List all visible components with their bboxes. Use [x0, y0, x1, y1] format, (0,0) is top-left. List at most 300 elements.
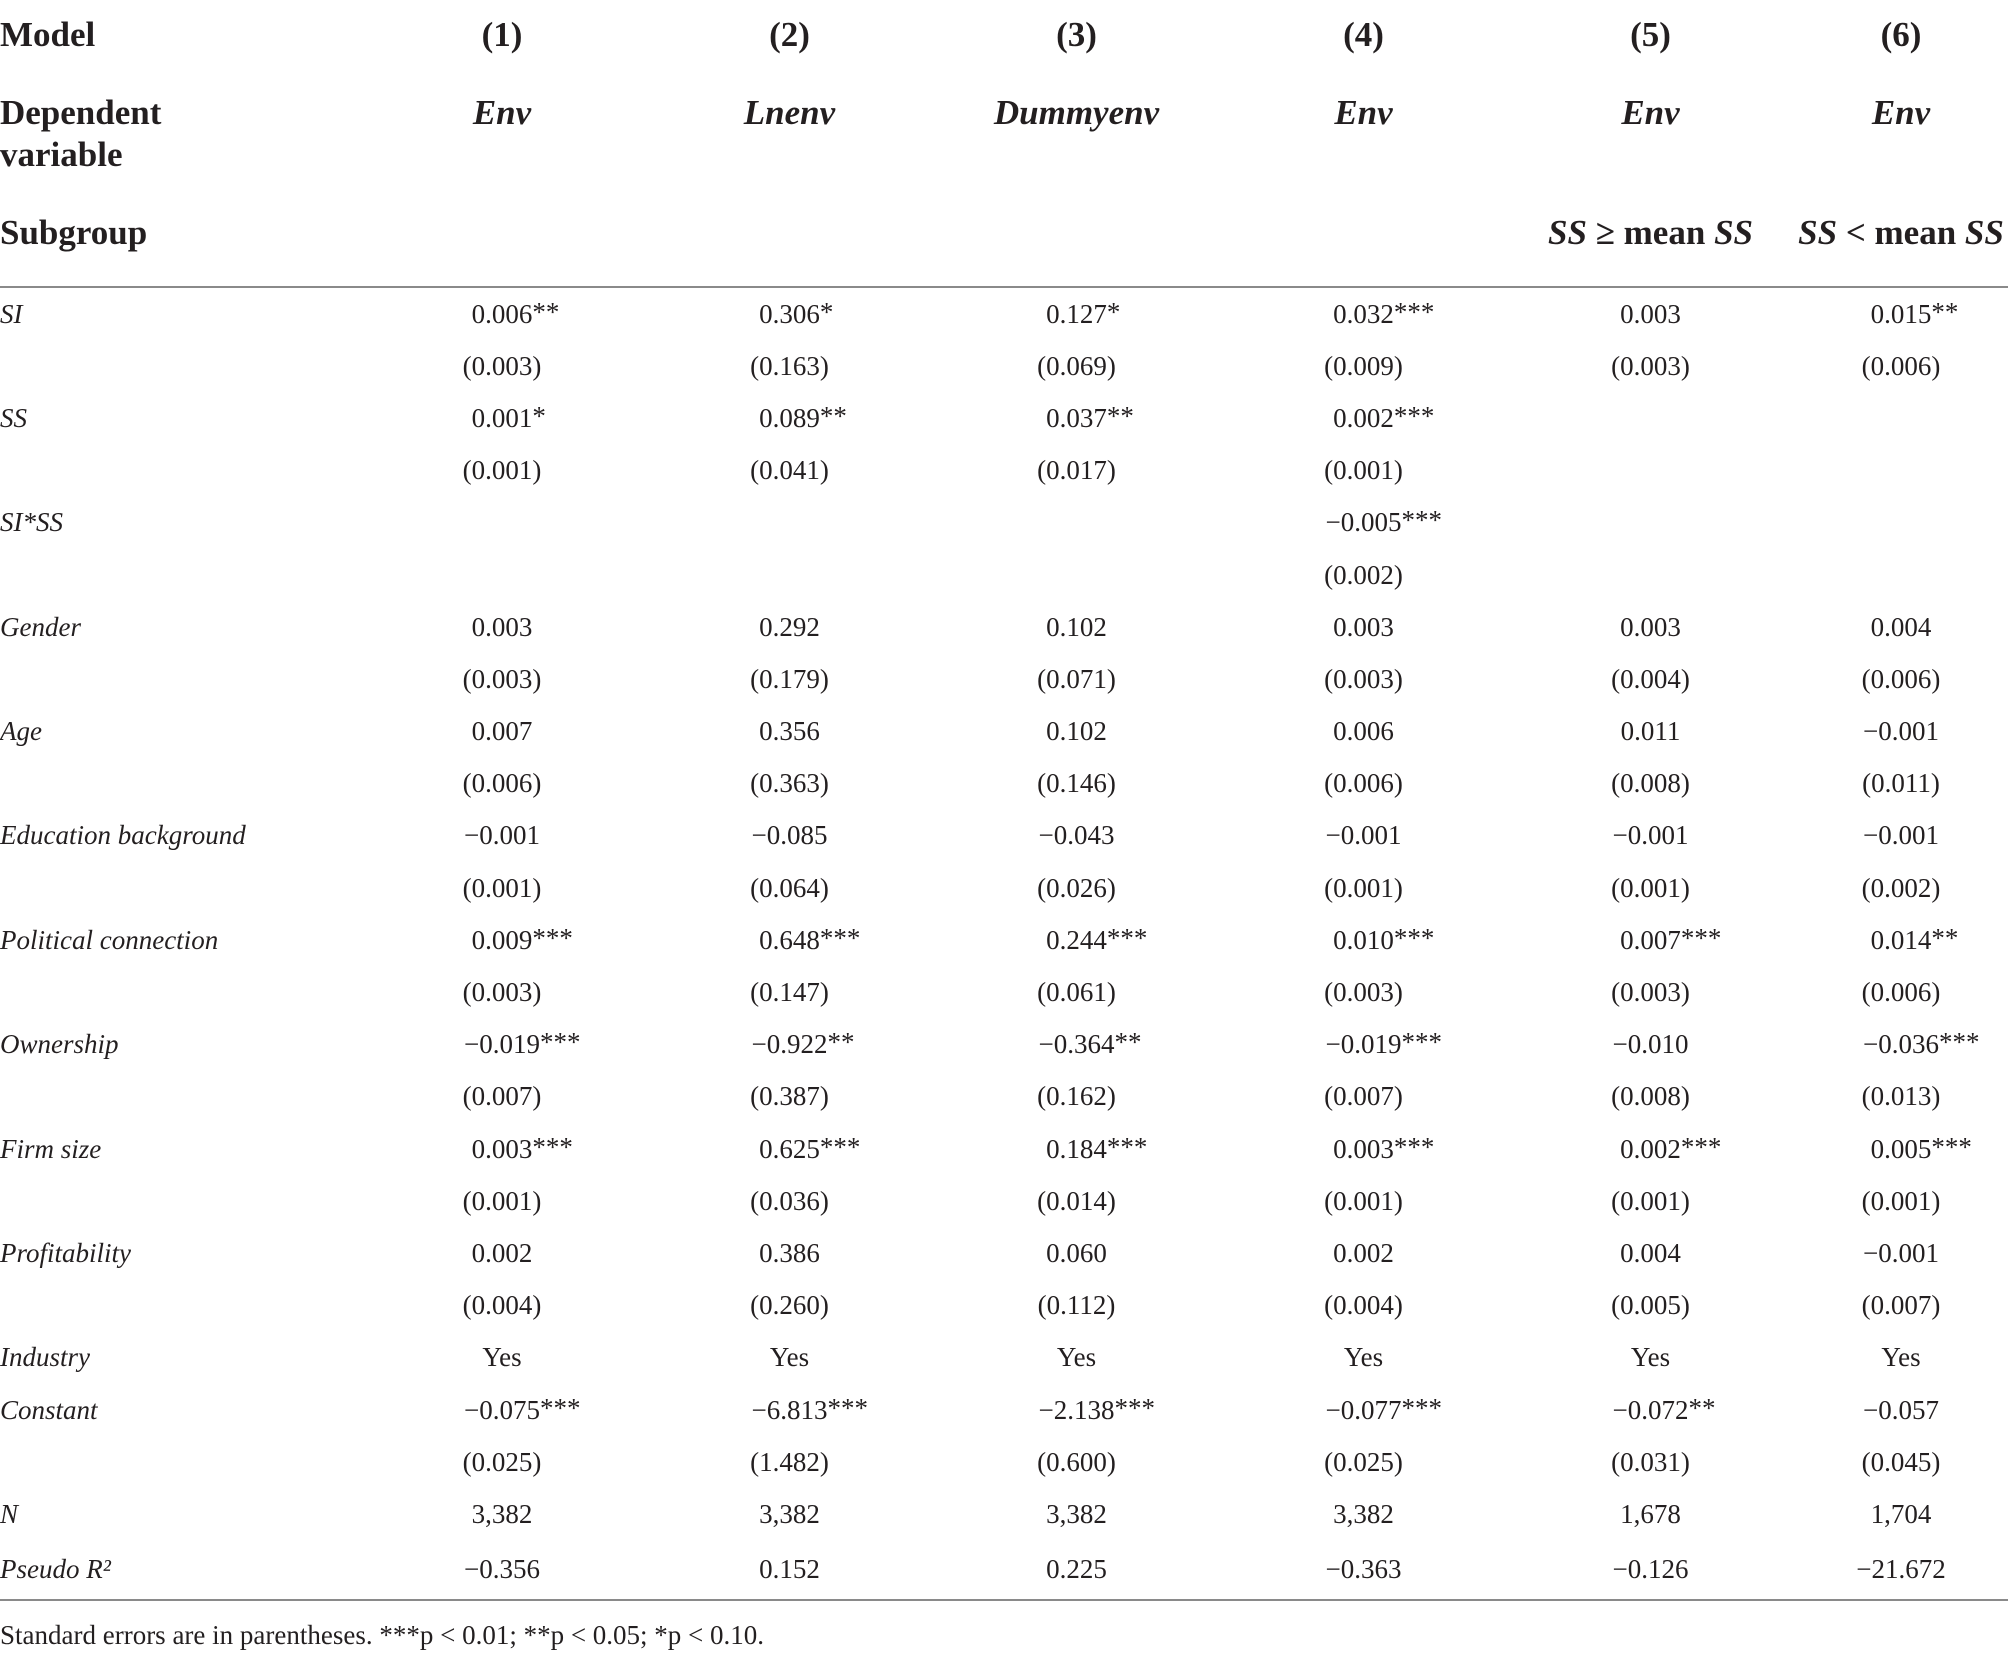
cell-value: [1862, 1186, 1941, 1217]
cell-value: [464, 1027, 581, 1060]
table-cell: [1507, 392, 1794, 444]
cell-value: [463, 1186, 542, 1217]
table-cell: [358, 1227, 646, 1279]
table-cell: [358, 1175, 646, 1227]
cell-value: [1333, 1238, 1394, 1269]
cell-value: [1611, 1447, 1690, 1478]
cell-number: 3,382: [759, 1498, 820, 1529]
cell-value: [1324, 560, 1403, 591]
cell-number: 0.003: [1333, 1133, 1394, 1164]
table-cell: [1507, 1332, 1794, 1384]
table-cell: [646, 1175, 933, 1227]
model-label: Model: [0, 15, 96, 54]
table-row: [0, 1227, 2008, 1279]
cell-value: [1324, 768, 1403, 799]
table-cell: [1794, 445, 2008, 497]
cell-value: [1037, 351, 1116, 382]
cell-value: [759, 296, 834, 330]
dependent-variable: Env: [1871, 93, 1931, 132]
cell-value: [750, 455, 829, 486]
table-cell: [933, 1488, 1220, 1540]
table-cell: [1794, 862, 2008, 914]
table-cell: [646, 862, 933, 914]
table-cell: [933, 758, 1220, 810]
row-label: SI*SS: [0, 507, 63, 538]
cell-value: [482, 1342, 521, 1373]
significance-stars: **: [532, 296, 560, 327]
row-label: [0, 340, 358, 392]
cell-number: 0.002: [471, 1237, 533, 1268]
significance-stars: ***: [819, 922, 861, 953]
cell-number: (1.482): [750, 1446, 829, 1477]
cell-value: [1037, 1081, 1116, 1112]
cell-value: [750, 1447, 829, 1478]
significance-stars: **: [1931, 296, 1959, 327]
cell-value: [1046, 400, 1134, 434]
cell-number: (0.008): [1611, 768, 1690, 799]
cell-number: Yes: [482, 1342, 522, 1373]
cell-number: (0.036): [750, 1185, 829, 1216]
table-cell: [358, 392, 646, 444]
row-label: SI: [0, 298, 23, 329]
table-cell: [358, 914, 646, 966]
table-cell: [358, 1280, 646, 1332]
table-row: [0, 1384, 2008, 1436]
cell-value: [1611, 873, 1690, 904]
cell-value: [1611, 1081, 1690, 1112]
cell-value: [1325, 1027, 1442, 1060]
table-cell: [646, 966, 933, 1018]
table-row: [0, 914, 2008, 966]
cell-number: 0.005: [1870, 1133, 1932, 1164]
table-cell: [646, 1384, 933, 1436]
table-cell: [646, 549, 933, 601]
cell-number: 0.007: [471, 716, 533, 747]
row-label: Gender: [0, 611, 81, 642]
table-cell: [1794, 1071, 2008, 1123]
row-label: [0, 1071, 358, 1123]
table-cell: [1220, 497, 1507, 549]
cell-number: −0.057: [1863, 1394, 1939, 1425]
cell-number: (0.006): [462, 768, 542, 799]
cell-value: [1620, 1131, 1722, 1165]
cell-value: [1862, 977, 1941, 1008]
cell-number: Yes: [1881, 1342, 1921, 1373]
cell-value: [1046, 296, 1121, 330]
table-cell: [646, 1019, 933, 1071]
cell-value: [1863, 1395, 1939, 1426]
cell-number: −0.001: [1325, 820, 1402, 851]
dependent-variable-row: [0, 92, 2008, 212]
table-cell: [1794, 914, 2008, 966]
table-cell: [933, 706, 1220, 758]
cell-value: [1046, 1238, 1107, 1269]
cell-number: 0.102: [1046, 716, 1107, 747]
cell-value: [1862, 664, 1941, 695]
cell-value: [463, 455, 542, 486]
cell-number: 1,704: [1870, 1498, 1932, 1529]
cell-number: 0.152: [759, 1554, 820, 1584]
table-cell: [1220, 1332, 1507, 1384]
cell-value: [1611, 977, 1690, 1008]
cell-value: [1862, 351, 1941, 382]
cell-value: [1620, 922, 1722, 956]
cell-number: 0.037: [1046, 402, 1107, 433]
cell-value: [750, 1081, 829, 1112]
cell-number: 0.002: [1333, 402, 1394, 433]
cell-number: −0.043: [1038, 820, 1115, 851]
table-cell: [1794, 706, 2008, 758]
cell-number: (0.002): [1324, 559, 1403, 590]
model-number: (4): [1343, 15, 1384, 54]
cell-value: [1870, 922, 1959, 956]
table-cell: [646, 1227, 933, 1279]
table-cell: [933, 862, 1220, 914]
cell-value: [471, 296, 560, 330]
subgroup-empty: [1220, 212, 1507, 287]
cell-number: 0.006: [1333, 716, 1394, 747]
significance-stars: ***: [1393, 296, 1435, 327]
cell-value: [1326, 1554, 1402, 1585]
cell-value: [1612, 1392, 1716, 1426]
cell-value: [1324, 977, 1403, 1008]
cell-number: (0.064): [750, 872, 829, 903]
cell-value: [759, 1499, 820, 1530]
table-cell: [933, 392, 1220, 444]
table-cell: [646, 1436, 933, 1488]
cell-number: −0.126: [1612, 1554, 1689, 1584]
cell-number: (0.061): [1037, 977, 1116, 1008]
model-number: (5): [1630, 15, 1671, 54]
subgroup-var: SS: [1798, 213, 1838, 252]
table-cell: [1220, 1175, 1507, 1227]
table-cell: [646, 1280, 933, 1332]
cell-value: [1870, 296, 1959, 330]
cell-number: −0.001: [1863, 1237, 1939, 1268]
cell-value: [471, 922, 573, 956]
cell-value: [1611, 351, 1690, 382]
table-cell: [1220, 966, 1507, 1018]
cell-value: [463, 351, 542, 382]
cell-value: [750, 873, 829, 904]
cell-value: [1333, 716, 1394, 747]
cell-number: 0.010: [1333, 924, 1394, 955]
cell-number: 0.292: [759, 611, 820, 642]
cell-number: −0.077: [1325, 1394, 1402, 1425]
table-cell: [933, 601, 1220, 653]
table-cell: [1220, 1123, 1507, 1175]
significance-stars: ***: [827, 1392, 868, 1423]
cell-number: 0.386: [759, 1237, 820, 1268]
cell-value: [1613, 1554, 1689, 1585]
dependent-variable: Lnenv: [743, 93, 836, 132]
table-cell: [1507, 1071, 1794, 1123]
cell-number: −0.001: [1863, 820, 1939, 851]
significance-stars: ***: [1401, 1392, 1442, 1423]
table-cell: [933, 1227, 1220, 1279]
cell-value: [463, 873, 542, 904]
table-cell: [1220, 601, 1507, 653]
cell-number: (0.001): [1611, 1185, 1690, 1216]
cell-number: (0.003): [462, 977, 542, 1008]
table-cell: [933, 1332, 1220, 1384]
cell-value: [1324, 1447, 1403, 1478]
significance-stars: *: [1106, 296, 1121, 327]
table-row: [0, 653, 2008, 705]
table-row: [0, 1019, 2008, 1071]
cell-number: (0.071): [1037, 663, 1116, 694]
row-label: [0, 1175, 358, 1227]
cell-value: [770, 1342, 809, 1373]
table-cell: [358, 758, 646, 810]
cell-value: [759, 922, 861, 956]
table-cell: [1794, 392, 2008, 444]
cell-number: Yes: [1056, 1342, 1097, 1373]
significance-stars: **: [1931, 922, 1959, 953]
cell-value: [463, 664, 542, 695]
significance-stars: ***: [1938, 1027, 1980, 1058]
row-label: N: [0, 1498, 19, 1529]
cell-number: −21.672: [1856, 1554, 1946, 1584]
table-cell: [1507, 549, 1794, 601]
cell-value: [463, 768, 542, 799]
cell-number: 0.014: [1870, 924, 1932, 955]
table-row: [0, 1332, 2008, 1384]
cell-number: (0.003): [1611, 350, 1690, 381]
cell-number: (0.001): [462, 455, 542, 486]
table-footnote: Standard errors are in parentheses. ***p < 0.01; **p < 0.05; *p < 0.10.: [0, 1620, 765, 1650]
cell-number: 0.009: [471, 924, 533, 955]
cell-number: (0.026): [1037, 872, 1116, 903]
cell-number: 0.060: [1046, 1237, 1107, 1268]
cell-value: [1037, 664, 1116, 695]
cell-number: 0.356: [759, 716, 820, 747]
cell-number: (0.004): [1611, 663, 1690, 694]
table-cell: [1507, 1123, 1794, 1175]
cell-value: [1046, 1554, 1107, 1585]
table-row: [0, 758, 2008, 810]
table-cell: [1794, 1384, 2008, 1436]
significance-stars: ***: [1393, 922, 1435, 953]
cell-number: (0.017): [1037, 455, 1116, 486]
table-cell: [646, 1123, 933, 1175]
table-cell: [358, 1384, 646, 1436]
table-cell: [933, 810, 1220, 862]
model-number: (1): [481, 15, 523, 54]
subgroup-empty: [646, 212, 933, 287]
cell-number: 0.102: [1046, 611, 1107, 642]
table-cell: [1794, 1123, 2008, 1175]
cell-number: (0.003): [1324, 977, 1403, 1008]
cell-value: [1613, 820, 1689, 851]
regression-table: [0, 14, 2008, 1601]
cell-value: [1324, 351, 1403, 382]
table-cell: [1794, 549, 2008, 601]
cell-value: [1038, 1392, 1155, 1426]
row-label: [0, 1436, 358, 1488]
table-cell: [1507, 758, 1794, 810]
table-cell: [1507, 862, 1794, 914]
cell-number: (0.002): [1861, 872, 1941, 903]
cell-number: −0.001: [1612, 820, 1689, 851]
cell-value: [1038, 1290, 1116, 1321]
cell-number: (0.011): [1862, 768, 1940, 799]
cell-value: [1611, 1290, 1690, 1321]
table-row: [0, 601, 2008, 653]
table-cell: [1220, 706, 1507, 758]
cell-number: (0.001): [1611, 872, 1690, 903]
table-row: [0, 966, 2008, 1018]
cell-number: 0.003: [471, 1133, 533, 1164]
table-cell: [358, 1071, 646, 1123]
cell-number: (0.007): [462, 1081, 542, 1112]
cell-number: (0.003): [1611, 977, 1690, 1008]
dependent-variable-label-text: Dependent variable: [0, 93, 162, 174]
cell-value: [464, 1392, 581, 1426]
subgroup-empty: [933, 212, 1220, 287]
cell-number: (0.163): [750, 350, 829, 381]
table-row: [0, 497, 2008, 549]
table-cell: [1220, 1071, 1507, 1123]
table-cell: [646, 497, 933, 549]
row-label: [0, 966, 358, 1018]
cell-value: [1046, 1131, 1148, 1165]
table-cell: [1507, 601, 1794, 653]
cell-number: 0.648: [759, 924, 820, 955]
cell-value: [463, 1081, 542, 1112]
table-cell: [358, 340, 646, 392]
cell-number: (0.003): [462, 350, 542, 381]
significance-stars: ***: [1106, 922, 1148, 953]
cell-number: 3,382: [471, 1498, 533, 1529]
cell-number: 0.011: [1620, 716, 1681, 747]
row-label: [0, 653, 358, 705]
significance-stars: **: [827, 1027, 855, 1058]
table-cell: [1794, 653, 2008, 705]
cell-number: (0.001): [462, 1185, 542, 1216]
table-cell: [1220, 392, 1507, 444]
cell-value: [1325, 505, 1442, 538]
cell-number: (0.003): [462, 663, 542, 694]
table-cell: [358, 966, 646, 1018]
cell-number: 0.306: [759, 298, 820, 329]
table-cell: [1220, 340, 1507, 392]
row-label: Constant: [0, 1394, 98, 1425]
cell-value: [750, 664, 829, 695]
cell-number: (0.162): [1037, 1081, 1116, 1112]
cell-value: [1333, 296, 1435, 330]
cell-number: 3,382: [1333, 1498, 1394, 1529]
table-cell: [1794, 1175, 2008, 1227]
cell-number: (0.009): [1324, 350, 1403, 381]
significance-stars: **: [1114, 1027, 1142, 1058]
cell-number: 3,382: [1046, 1498, 1107, 1529]
table-cell: [646, 1488, 933, 1540]
cell-number: 0.184: [1046, 1133, 1107, 1164]
table-cell: [1794, 810, 2008, 862]
cell-value: [1613, 1029, 1689, 1060]
cell-number: (0.146): [1037, 768, 1116, 799]
table-cell: [1507, 1019, 1794, 1071]
cell-value: [1333, 612, 1394, 643]
cell-value: [1621, 716, 1681, 747]
cell-value: [751, 1392, 868, 1426]
cell-value: [1324, 873, 1403, 904]
cell-value: [1620, 612, 1681, 643]
cell-number: 0.004: [1620, 1237, 1681, 1268]
cell-value: [1863, 1238, 1939, 1269]
table-cell: [933, 1071, 1220, 1123]
table-row: [0, 340, 2008, 392]
cell-number: 0.244: [1046, 924, 1107, 955]
cell-number: −2.138: [1038, 1394, 1115, 1425]
subgroup-op: < mean: [1837, 213, 1965, 252]
cell-value: [1862, 768, 1940, 799]
cell-value: [1324, 1186, 1403, 1217]
dependent-variable: Env: [1334, 93, 1393, 132]
significance-stars: ***: [1931, 1131, 1972, 1162]
table-cell: [358, 1488, 646, 1540]
cell-number: 0.002: [1620, 1133, 1681, 1164]
subgroup-var: SS: [1964, 213, 2004, 252]
cell-number: (0.041): [750, 455, 829, 486]
table-cell: [933, 497, 1220, 549]
table-cell: [358, 653, 646, 705]
table-cell: [1794, 1280, 2008, 1332]
cell-number: −0.922: [751, 1029, 828, 1060]
cell-value: [750, 351, 829, 382]
table-row: [0, 862, 2008, 914]
subgroup-6: [1794, 212, 2008, 287]
table-row: [0, 1488, 2008, 1540]
table-cell: [358, 810, 646, 862]
subgroup-empty: [358, 212, 646, 287]
table-row: [0, 549, 2008, 601]
significance-stars: ***: [532, 922, 573, 953]
cell-value: [1046, 922, 1148, 956]
cell-number: (0.387): [750, 1081, 829, 1112]
cell-value: [1037, 1186, 1116, 1217]
table-row: [0, 1123, 2008, 1175]
cell-value: [472, 716, 533, 747]
cell-number: −0.005: [1325, 507, 1402, 538]
table-row: [0, 392, 2008, 444]
cell-number: (0.004): [462, 1290, 542, 1321]
table-cell: [646, 340, 933, 392]
table-cell: [1220, 549, 1507, 601]
model-number: (6): [1880, 15, 1922, 54]
table-cell: [1220, 1280, 1507, 1332]
table-cell: [358, 1123, 646, 1175]
significance-stars: ***: [1401, 1027, 1442, 1058]
cell-number: 0.003: [1620, 611, 1681, 642]
cell-number: (0.025): [1324, 1446, 1403, 1477]
cell-value: [1324, 1081, 1403, 1112]
cell-value: [1862, 873, 1941, 904]
table-cell: [1794, 966, 2008, 1018]
table-cell: [358, 445, 646, 497]
significance-stars: ***: [1106, 1131, 1148, 1162]
cell-value: [472, 1238, 533, 1269]
table-cell: [933, 1175, 1220, 1227]
table-cell: [1507, 287, 1794, 340]
cell-number: −0.085: [751, 820, 828, 851]
cell-number: (0.069): [1037, 350, 1116, 381]
cell-number: (0.007): [1324, 1081, 1403, 1112]
cell-value: [759, 1238, 820, 1269]
model-number: (3): [1056, 15, 1097, 54]
cell-value: [1863, 820, 1939, 851]
